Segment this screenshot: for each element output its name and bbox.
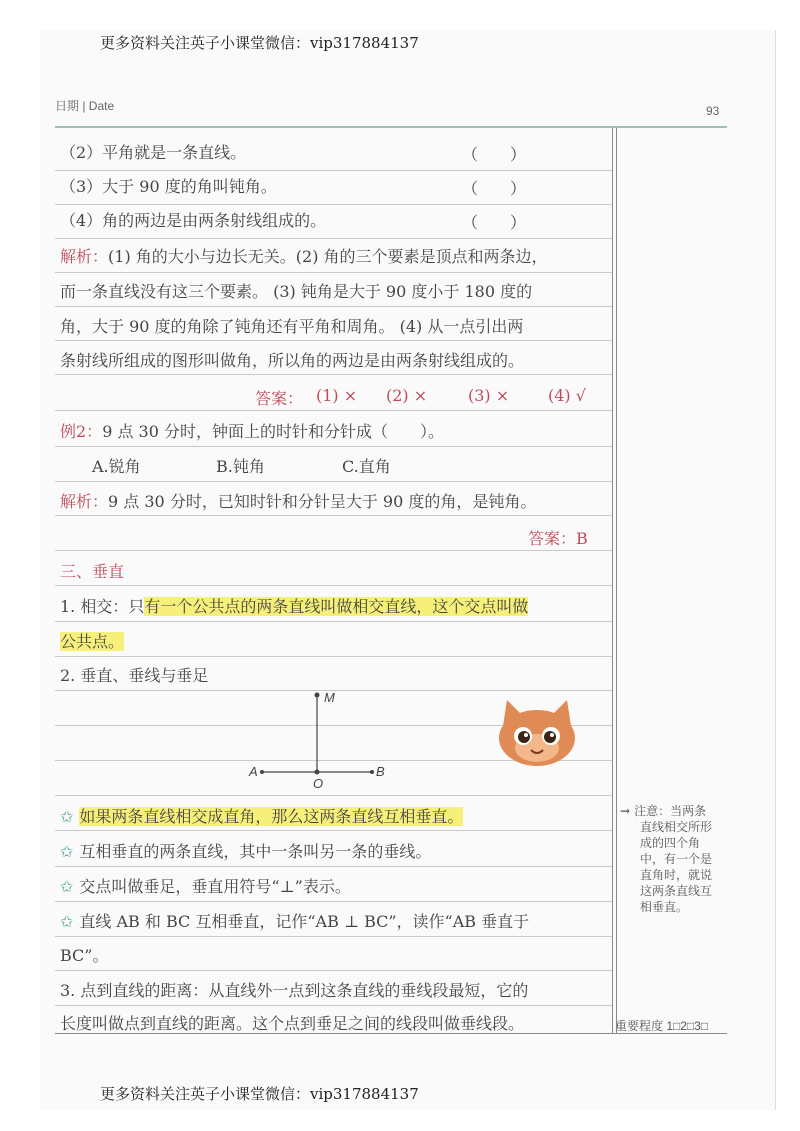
distance-definition-2: 长度叫做点到直线的距离。这个点到垂足之间的线段叫做垂线段。 — [60, 1014, 525, 1033]
star-icon: ✩ — [60, 842, 74, 861]
answer-blank-4: （ ） — [462, 213, 527, 232]
bullet-3 — [60, 876, 351, 898]
ruled-line — [55, 866, 612, 867]
point-o — [315, 770, 320, 775]
statement-3: （3）大于 90 度的角叫钝角。 — [60, 177, 277, 196]
ruled-line — [55, 481, 612, 482]
star-icon: ✩ — [60, 912, 74, 931]
analysis-1-line-1 — [60, 246, 548, 268]
ruled-line — [55, 656, 612, 657]
ruled-line — [55, 936, 612, 937]
side-note-line-1 — [620, 803, 712, 819]
margin-line — [612, 128, 613, 1033]
bullet-2 — [60, 841, 431, 863]
footer-divider — [55, 1033, 727, 1034]
example-text: 9 点 30 分时，钟面上的时针和分针成（ ）。 — [102, 422, 444, 441]
intersect-highlight: 有一个公共点的两条直线叫做相交直线，这个交点叫做 — [144, 597, 529, 616]
point-b — [370, 770, 374, 774]
answer-blank-2: （ ） — [462, 145, 527, 164]
ruled-line — [55, 170, 612, 171]
star-icon: ✩ — [60, 807, 74, 826]
answer-blank-3: （ ） — [462, 179, 527, 198]
bullet-text: 互相垂直的两条直线，其中一条叫另一条的垂线。 — [79, 842, 432, 861]
date-label: 日期 | Date — [55, 99, 115, 113]
option-c: C.直角 — [342, 457, 391, 476]
importance-rating: 重要程度 1□2□3□ — [615, 1019, 709, 1033]
analysis-text: 9 点 30 分时，已知时针和分针呈大于 90 度的角，是钝角。 — [108, 492, 537, 511]
perpendicular-title: 2. 垂直、垂线与垂足 — [60, 666, 209, 685]
ruled-line — [55, 970, 612, 971]
intersect-highlight: 公共点。 — [60, 632, 125, 651]
side-note-text: 注意：当两条 — [634, 804, 707, 818]
example-2-question — [60, 421, 444, 443]
ruled-line — [55, 795, 612, 796]
answer-2: 答案：B — [528, 529, 588, 548]
section-3-title: 三、垂直 — [60, 562, 125, 581]
ruled-line — [55, 410, 612, 411]
analysis-label: 解析： — [60, 492, 109, 511]
statement-2: （2）平角就是一条直线。 — [60, 143, 247, 162]
ruled-line — [55, 204, 612, 205]
label-o: O — [313, 776, 324, 791]
ruled-line — [55, 374, 612, 375]
example-label: 例2： — [60, 422, 103, 441]
analysis-2 — [60, 491, 536, 513]
bullet-text: 如果两条直线相交成直角，那么这两条直线互相垂直。 — [79, 807, 464, 826]
answer-1-item: (1) × — [316, 386, 358, 405]
analysis-1-line-4: 条射线所组成的图形叫做角，所以角的两边是由两条射线组成的。 — [60, 351, 525, 370]
ruled-line — [55, 1005, 612, 1006]
intersect-definition — [60, 596, 528, 618]
answer-1-item: (2) × — [386, 386, 428, 405]
distance-definition-1: 3. 点到直线的距离：从直线外一点到这条直线的垂线段最短，它的 — [60, 981, 529, 1000]
star-icon: ✩ — [60, 877, 74, 896]
margin-line-inner — [616, 128, 617, 1033]
side-note — [620, 803, 712, 915]
ruled-line — [55, 446, 612, 447]
header-divider — [55, 126, 727, 128]
ruled-line — [55, 340, 612, 341]
ruled-line — [55, 272, 612, 273]
watermark-top: 更多资料关注英子小课堂微信：vip317884137 — [100, 34, 419, 52]
ruled-line — [55, 550, 612, 551]
point-a — [260, 770, 264, 774]
option-a: A.锐角 — [92, 457, 141, 476]
answer-1-item: (3) × — [468, 386, 510, 405]
label-a: A — [249, 764, 258, 779]
side-note-line: 直角时，就说 — [640, 868, 713, 882]
ruled-line — [55, 830, 612, 831]
answer-1-label: 答案： — [255, 389, 304, 408]
ruled-line — [55, 515, 612, 516]
intersect-definition-cont — [60, 631, 124, 653]
ruled-line — [55, 238, 612, 239]
side-note-line: 直线相交所形 — [640, 820, 713, 834]
ruled-line — [55, 621, 612, 622]
ruled-line — [55, 901, 612, 902]
analysis-text: (1) 角的大小与边长无关。(2) 角的三个要素是顶点和两条边， — [108, 247, 548, 266]
arrow-right-icon: → — [620, 804, 631, 818]
label-b: B — [376, 764, 385, 779]
point-m — [315, 693, 320, 698]
analysis-1-line-2: 而一条直线没有这三个要素。 (3) 钝角是大于 90 度小于 180 度的 — [60, 282, 533, 301]
bullet-4 — [60, 911, 529, 933]
side-note-line: 这两条直线互 — [640, 884, 713, 898]
perpendicular-diagram — [250, 690, 390, 785]
page-number: 93 — [706, 104, 720, 118]
bullet-text: 交点叫做垂足，垂直用符号“⊥”表示。 — [79, 877, 351, 896]
watermark-bottom: 更多资料关注英子小课堂微信：vip317884137 — [100, 1085, 419, 1103]
bullet-4-cont: BC”。 — [60, 946, 109, 965]
ruled-line — [55, 585, 612, 586]
analysis-1-line-3: 角，大于 90 度的角除了钝角还有平角和周角。 (4) 从一点引出两 — [60, 317, 524, 336]
ruled-line — [55, 306, 612, 307]
label-m: M — [324, 690, 335, 705]
analysis-label: 解析： — [60, 247, 109, 266]
side-note-line: 中，有一个是 — [640, 852, 713, 866]
cat-mascot-icon — [493, 698, 581, 768]
side-note-line: 相垂直。 — [640, 900, 689, 914]
option-b: B.钝角 — [216, 457, 265, 476]
side-note-line: 成的四个角 — [640, 836, 701, 850]
answer-1-item: (4) √ — [548, 386, 586, 405]
bullet-text: 直线 AB 和 BC 互相垂直，记作“AB ⊥ BC”，读作“AB 垂直于 — [79, 912, 530, 931]
intersect-label: 1. 相交：只 — [60, 597, 145, 616]
statement-4: （4）角的两边是由两条射线组成的。 — [60, 211, 327, 230]
bullet-1 — [60, 806, 463, 828]
